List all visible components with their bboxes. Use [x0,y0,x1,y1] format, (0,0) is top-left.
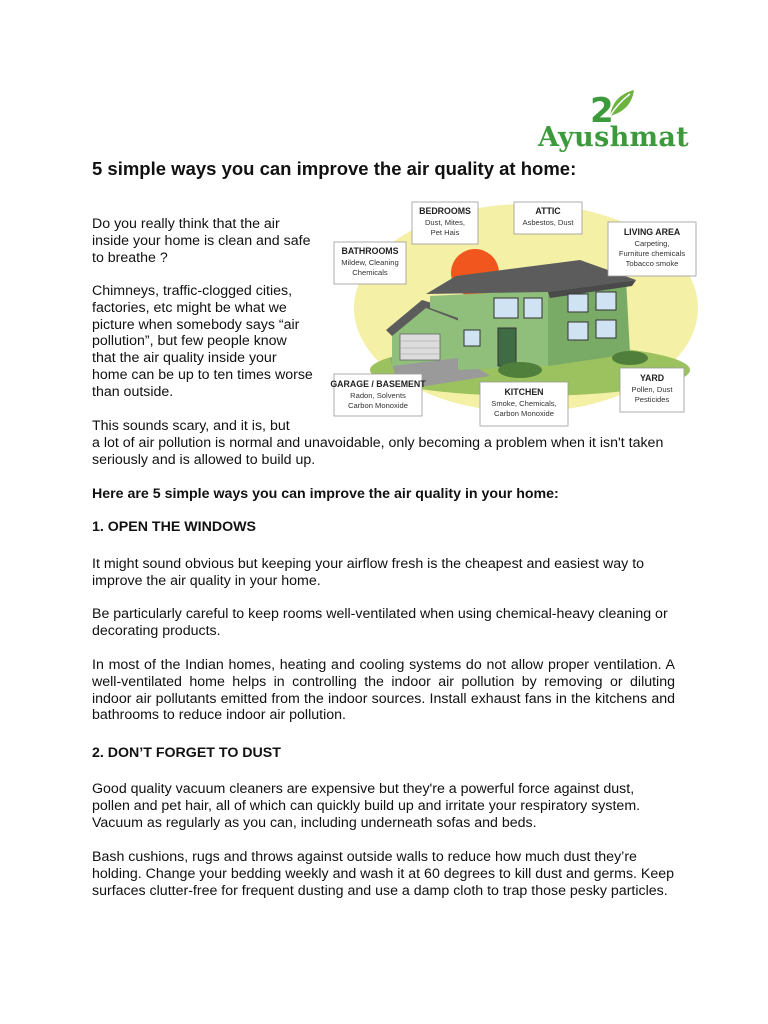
intro-paragraph-3-start: This sounds scary, and it is, but [92,418,290,434]
svg-text:BATHROOMS: BATHROOMS [341,246,399,256]
section-2-paragraph-1: Good quality vacuum cleaners are expensive but they're a powerful force against dust, pollen and pet hair, all of which can quickly build up and irritate your respiratory system. Vacuum as regularly as you can, including underneath sofas and beds. [92,781,641,831]
svg-text:Chemicals: Chemicals [352,268,388,277]
label-bedrooms [412,202,478,244]
svg-text:Carbon Monoxide: Carbon Monoxide [494,409,554,418]
label-yard [620,368,684,412]
page-title: 5 simple ways you can improve the air quality at home: [92,158,577,179]
intro-paragraph-1: Do you really think that the air inside your home is clean and safe to breathe ? [92,216,311,266]
label-bathrooms [334,242,406,284]
brand-name: Ayushmat [538,122,689,153]
label-kitchen [480,382,568,426]
svg-text:2: 2 [590,91,614,126]
svg-text:BEDROOMS: BEDROOMS [419,206,471,216]
svg-text:Carbon Monoxide: Carbon Monoxide [348,401,408,410]
section-1-paragraph-3: In most of the Indian homes, heating and cooling systems do not allow proper ventilation. A well-ventilated home helps in controlling the indoor air pollution by removing or diluting indoor air pollutants emitted from the indoor sources. Install exhaust fans in the kitchens and bathrooms to reduce indoor air pollution. [92,657,675,724]
section-2-heading: 2. DON’T FORGET TO DUST [92,745,281,761]
label-garage-basement [330,374,426,416]
svg-text:KITCHEN: KITCHEN [504,387,544,397]
house-pollution-illustration [330,198,698,430]
svg-text:GARAGE / BASEMENT: GARAGE / BASEMENT [330,379,426,389]
svg-text:Pesticides: Pesticides [634,395,670,404]
leaf-logo-icon [588,86,638,126]
svg-text:Mildew, Cleaning: Mildew, Cleaning [341,258,399,267]
section-2-paragraph-2: Bash cushions, rugs and throws against outside walls to reduce how much dust they’re holding. Change your bedding weekly and wash it at 60 degrees to kill dust and germs. Keep surfaces clutter-free for frequent dusting and use a damp cloth to trap those pesky particles. [92,849,675,899]
svg-text:Carpeting,: Carpeting, [634,239,670,248]
intro-paragraph-2: Chimneys, traffic-clogged cities, factories, etc might be what we picture when somebody says “air pollution”, but few people know that the air quality inside your home can be up to ten times worse than outside. [92,283,313,400]
svg-text:Radon, Solvents: Radon, Solvents [350,391,406,400]
label-attic [514,202,582,234]
svg-text:Furniture chemicals: Furniture chemicals [618,249,686,258]
svg-text:Tobacco smoke: Tobacco smoke [625,259,679,268]
section-1-paragraph-1: It might sound obvious but keeping your airflow fresh is the cheapest and easiest way to improve the air quality in your home. [92,556,645,589]
svg-text:Asbestos, Dust: Asbestos, Dust [522,218,574,227]
svg-text:YARD: YARD [639,373,665,383]
brand-logo [530,84,689,156]
lead-heading: Here are 5 simple ways you can improve the air quality in your home: [92,486,559,502]
svg-text:LIVING AREA: LIVING AREA [623,227,681,237]
section-1-paragraph-2: Be particularly careful to keep rooms well-ventilated when using chemical-heavy cleaning or decorating products. [92,606,668,639]
intro-paragraph-3-end: a lot of air pollution is normal and unavoidable, only becoming a problem when it isn't taken seriously and is allowed to build up. [92,435,664,468]
svg-text:Pollen, Dust: Pollen, Dust [631,385,673,394]
svg-text:Dust, Mites,: Dust, Mites, [424,218,466,227]
svg-text:Pet Hais: Pet Hais [430,228,460,237]
section-1-heading: 1. OPEN THE WINDOWS [92,519,256,535]
svg-text:Smoke, Chemicals,: Smoke, Chemicals, [491,399,557,408]
svg-text:ATTIC: ATTIC [535,206,561,216]
label-living-area [608,222,696,276]
